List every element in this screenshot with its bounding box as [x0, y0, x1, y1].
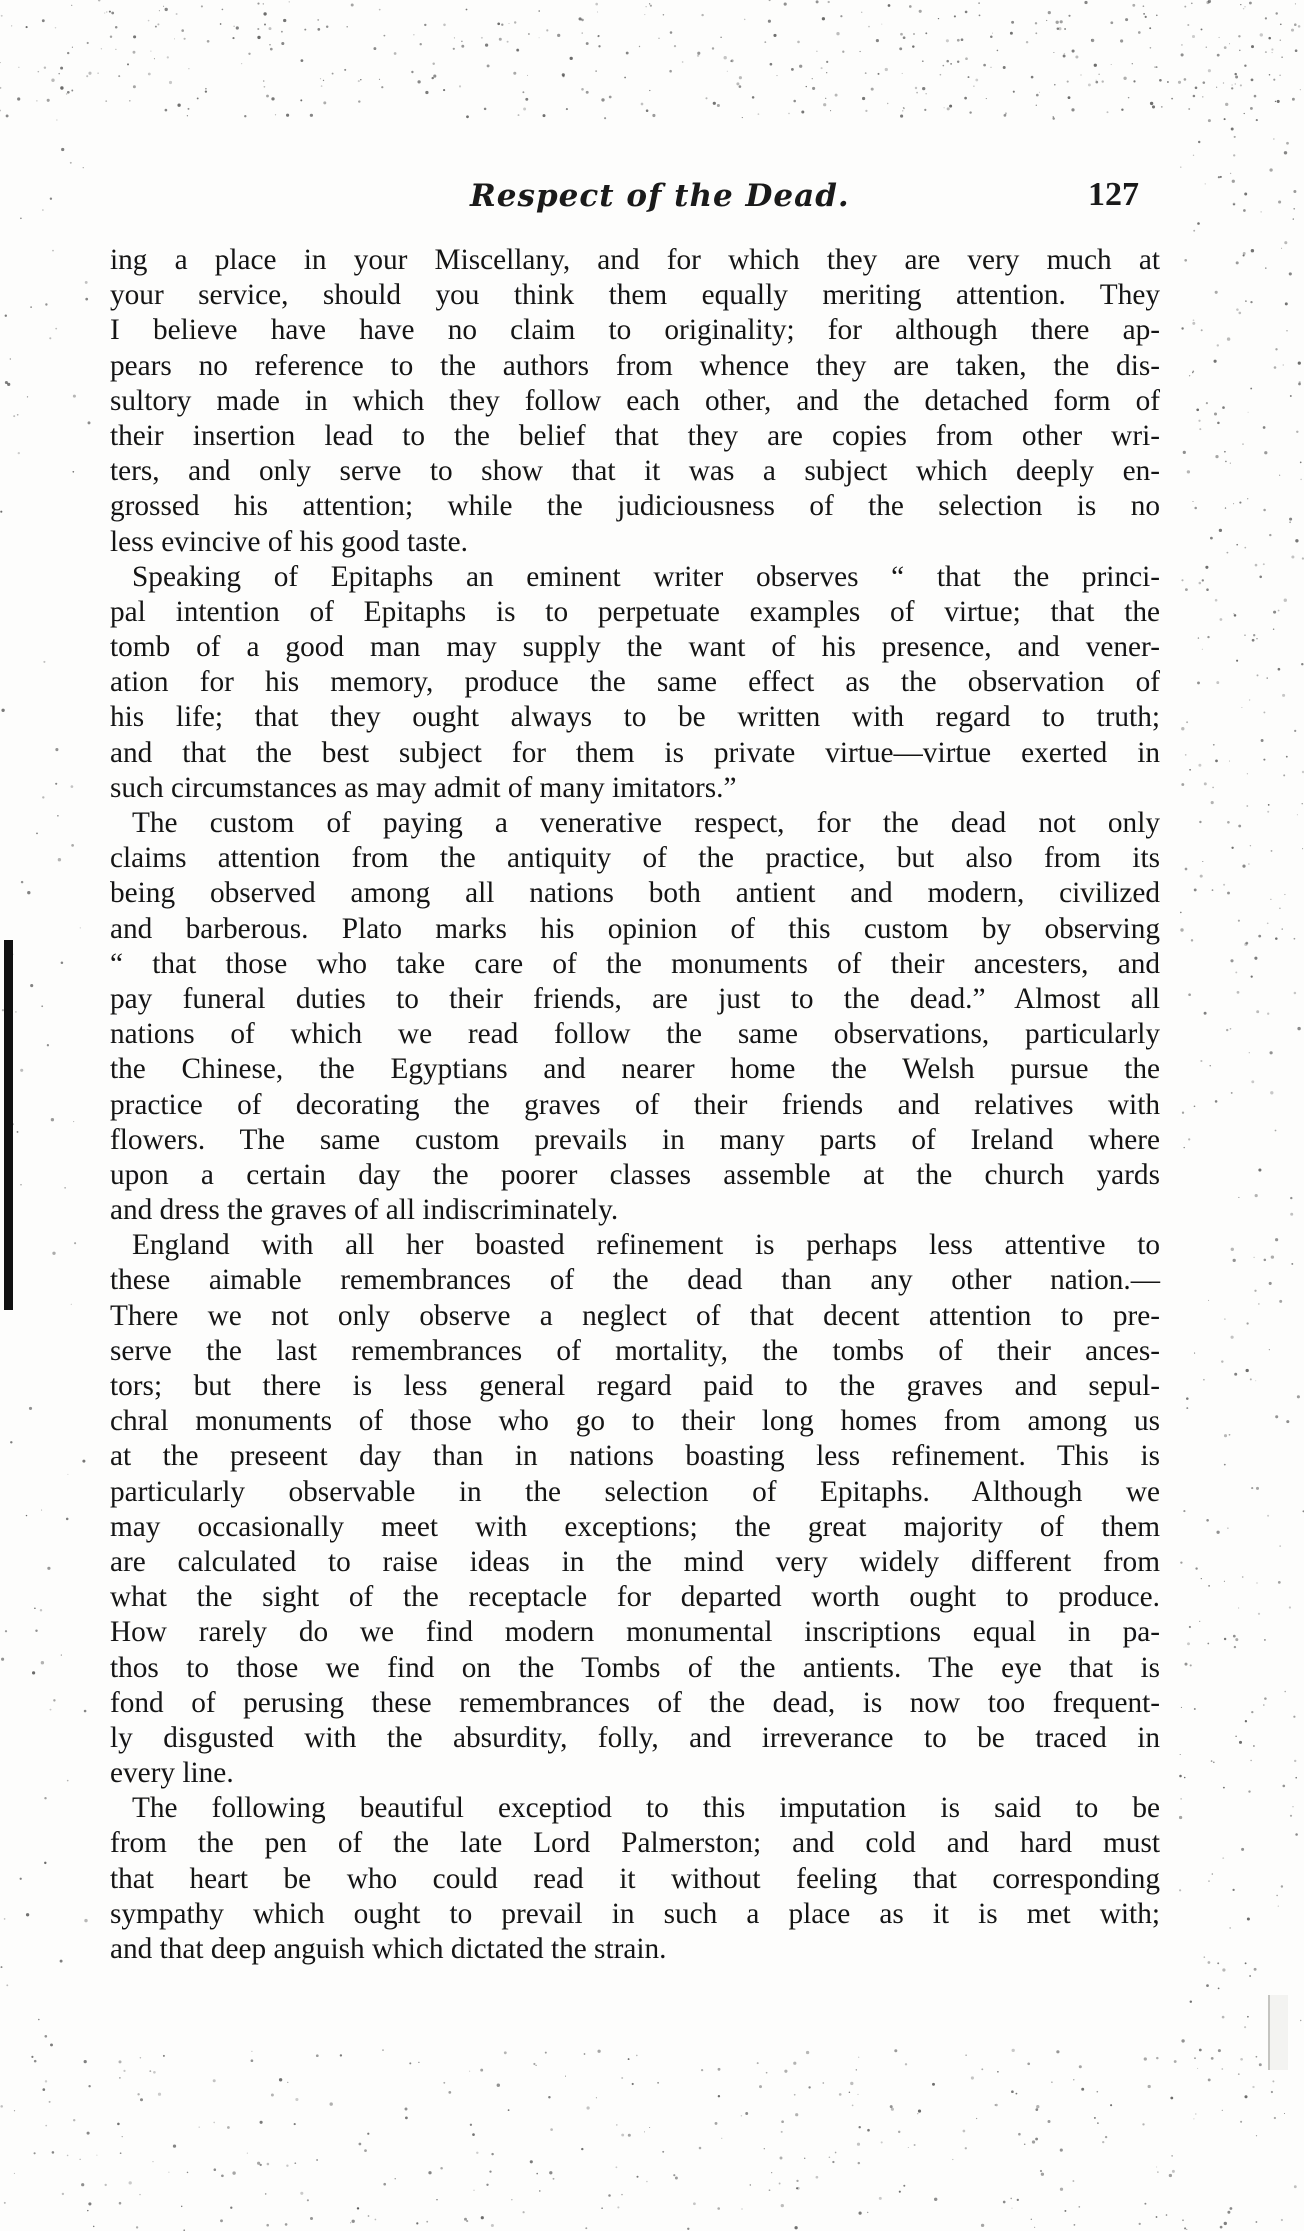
text-line: at the preseent day than in nations boasting less refinement. This is	[110, 1440, 1160, 1473]
text-line: tomb of a good man may supply the want of his presence, and vener-	[110, 631, 1160, 664]
text-line: pal intention of Epitaphs is to perpetuate examples of virtue; that the	[110, 595, 1160, 628]
text-line: serve the last remembrances of mortality, the tombs of their ances-	[110, 1334, 1160, 1367]
text-line: ing a place in your Miscellany, and for which they are very much at	[110, 244, 1160, 276]
text-line: his life; that they ought always to be written with regard to truth;	[110, 701, 1160, 734]
text-line: these aimable remembrances of the dead than any other nation.—	[110, 1264, 1160, 1297]
left-margin-ink-bar	[4, 940, 13, 1310]
text-line: Speaking of Epitaphs an eminent writer observes “ that the princi-	[132, 560, 1160, 593]
text-line: and that the best subject for them is private virtue—virtue exerted in	[110, 736, 1160, 769]
text-line: practice of decorating the graves of their friends and relatives with	[110, 1088, 1160, 1121]
text-line: ters, and only serve to show that it was a subject which deeply en-	[110, 455, 1160, 488]
text-line: The following beautiful exceptiod to this imputation is said to be	[132, 1792, 1160, 1825]
paragraph	[110, 806, 1160, 1228]
text-line: their insertion lead to the belief that they are copies from other wri-	[110, 419, 1160, 452]
text-line: claims attention from the antiquity of the practice, but also from its	[110, 842, 1160, 875]
text-line: less evincive of his good taste.	[110, 525, 468, 558]
right-edge-tab	[1268, 1995, 1288, 2070]
text-line: upon a certain day the poorer classes assemble at the church yards	[110, 1158, 1160, 1191]
text-line: flowers. The same custom prevails in many parts of Ireland where	[110, 1123, 1160, 1156]
text-line: and that deep anguish which dictated the strain.	[110, 1933, 667, 1965]
paragraph	[110, 1791, 1160, 1967]
text-line: that heart be who could read it without feeling that corresponding	[110, 1862, 1160, 1895]
text-line: “ that those who take care of the monuments of their ancesters, and	[110, 947, 1160, 980]
text-line: sultory made in which they follow each other, and the detached form of	[110, 384, 1160, 417]
text-line: The custom of paying a venerative respect, for the dead not only	[132, 807, 1160, 839]
text-line: such circumstances as may admit of many imitators.”	[110, 771, 737, 804]
text-line: fond of perusing these remembrances of the dead, is now too frequent-	[110, 1686, 1160, 1719]
text-line: pay funeral duties to their friends, are just to the dead.” Almost all	[110, 982, 1160, 1015]
page-number: 127	[1088, 176, 1139, 213]
text-line: How rarely do we find modern monumental inscriptions equal in pa-	[110, 1616, 1160, 1649]
text-line: tors; but there is less general regard paid to the graves and sepul-	[110, 1370, 1160, 1402]
text-line: the Chinese, the Egyptians and nearer home the Welsh pursue the	[110, 1053, 1160, 1086]
text-line: and barberous. Plato marks his opinion of this custom by observing	[110, 912, 1160, 945]
text-line: pears no reference to the authors from whence they are taken, the dis-	[110, 349, 1160, 382]
text-line: nations of which we read follow the same observations, particularly	[110, 1018, 1160, 1051]
text-line: ly disgusted with the absurdity, folly, and irreverance to be traced in	[110, 1721, 1160, 1754]
text-line: every line.	[110, 1757, 234, 1790]
text-line: and dress the graves of all indiscriminately.	[110, 1194, 619, 1227]
text-line: what the sight of the receptacle for departed worth ought to produce.	[110, 1581, 1160, 1614]
text-line: your service, should you think them equally meriting attention. They	[110, 279, 1160, 312]
text-line: being observed among all nations both antient and modern, civilized	[110, 877, 1160, 910]
text-line: may occasionally meet with exceptions; the great majority of them	[110, 1510, 1160, 1543]
paragraph	[110, 1228, 1160, 1791]
text-line: from the pen of the late Lord Palmerston; and cold and hard must	[110, 1827, 1160, 1860]
paragraph	[110, 560, 1160, 806]
text-line: I believe have have no claim to originality; for although there ap-	[110, 314, 1160, 347]
body-text	[110, 243, 1160, 1967]
text-line: thos to those we find on the Tombs of the antients. The eye that is	[110, 1651, 1160, 1684]
text-line: particularly observable in the selection of Epitaphs. Although we	[110, 1475, 1160, 1508]
running-title: Respect of the Dead.	[470, 178, 850, 214]
text-line: ation for his memory, produce the same effect as the observation of	[110, 666, 1160, 699]
text-line: are calculated to raise ideas in the mind very widely different from	[110, 1545, 1160, 1578]
text-line: There we not only observe a neglect of that decent attention to pre-	[110, 1299, 1160, 1332]
text-line: sympathy which ought to prevail in such a place as it is met with;	[110, 1897, 1160, 1930]
text-line: chral monuments of those who go to their long homes from among us	[110, 1405, 1160, 1438]
text-line: grossed his attention; while the judiciousness of the selection is no	[110, 490, 1160, 523]
paragraph	[110, 243, 1160, 560]
text-line: England with all her boasted refinement is perhaps less attentive to	[132, 1229, 1160, 1262]
